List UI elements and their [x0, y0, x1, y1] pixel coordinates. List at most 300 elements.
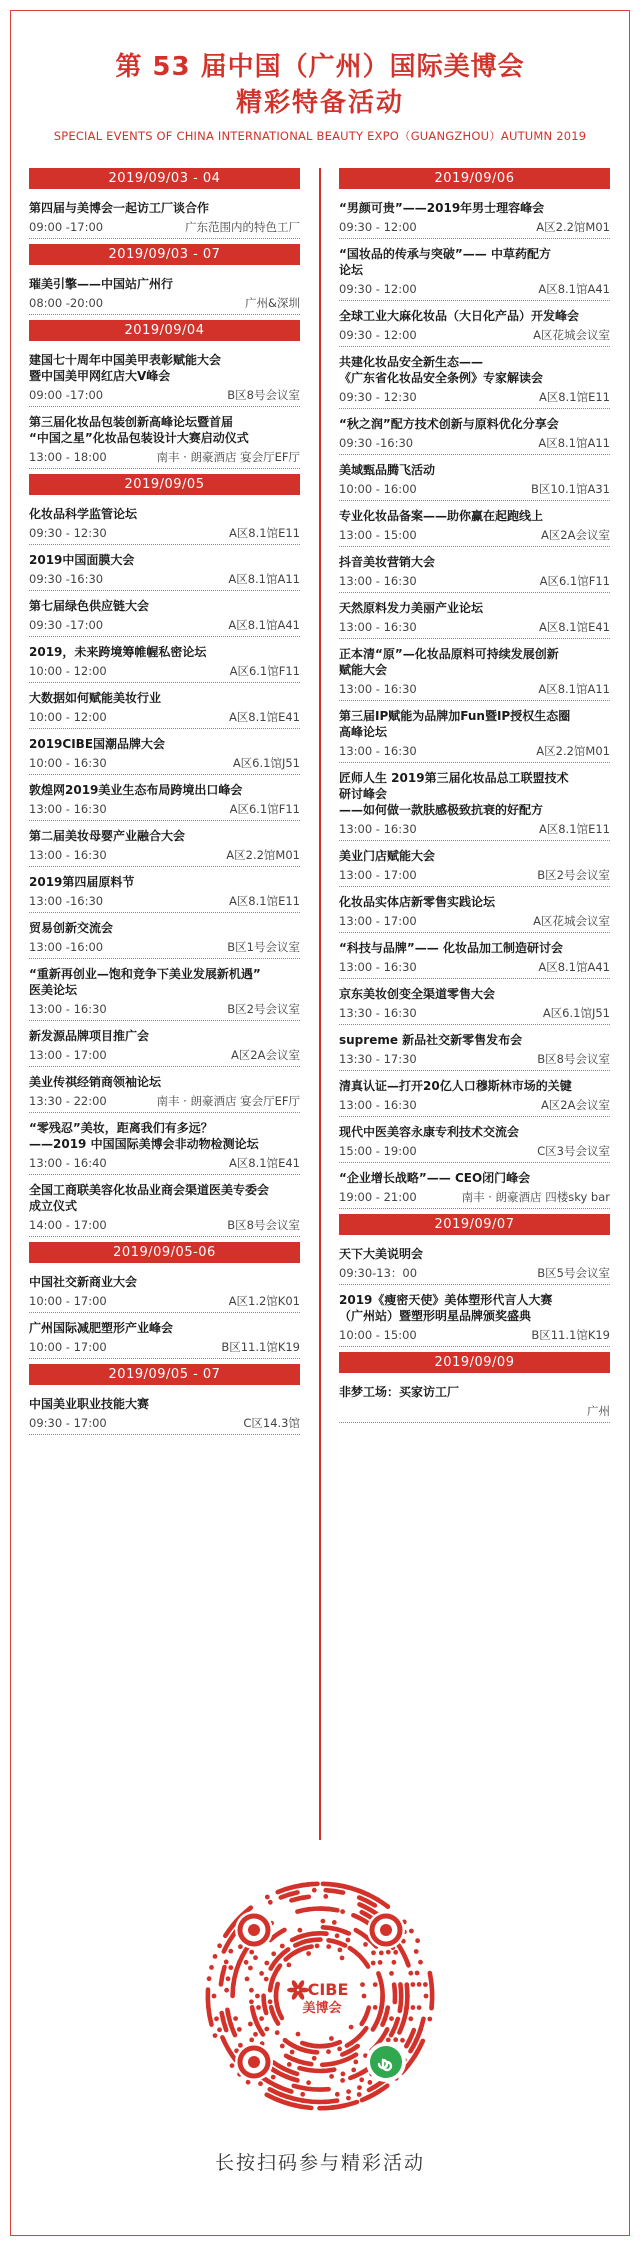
date-header: 2019/09/05-06	[29, 1242, 300, 1263]
event-name: 第三届IP赋能为品牌加Fun暨IP授权生态圈 高峰论坛	[339, 709, 571, 739]
event-time: 13:00 - 18:00	[29, 450, 107, 464]
event-meta	[29, 1339, 300, 1355]
event-time: 13:00 - 16:30	[339, 744, 417, 758]
event-item	[29, 499, 300, 545]
event-meta	[339, 867, 610, 883]
event-meta	[339, 1327, 610, 1343]
event-meta	[339, 681, 610, 697]
qr-dot	[213, 2033, 218, 2038]
event-meta	[29, 1293, 300, 1309]
event-venue: A区8.1馆E11	[538, 390, 610, 404]
qr-code[interactable]	[196, 1872, 444, 2120]
event-item	[29, 1021, 300, 1067]
event-name: 中国社交新商业大会	[29, 1275, 138, 1289]
event-venue: A区2A会议室	[540, 528, 610, 542]
qr-dot	[278, 2092, 283, 2097]
qr-dot	[393, 1950, 398, 1955]
qr-arc	[264, 1996, 267, 2013]
event-item	[339, 701, 610, 763]
right-column	[339, 168, 610, 1423]
event-venue: A区6.1馆J51	[542, 1006, 610, 1020]
event-name: “零残忍”美妆，距离我们有多远？ ——2019 中国国际美博会非动物检测论坛	[29, 1121, 259, 1151]
event-item	[29, 729, 300, 775]
qr-dot	[315, 1944, 320, 1949]
qr-dot	[221, 2038, 226, 2043]
qr-arc	[302, 2101, 337, 2102]
date-group	[339, 1214, 610, 1347]
event-venue: A区8.1馆E41	[228, 710, 300, 724]
qr-dot	[340, 1956, 345, 1961]
qr-dot	[335, 1933, 340, 1938]
qr-dot	[253, 2032, 258, 2037]
date-group	[29, 1242, 300, 1359]
event-item	[339, 1071, 610, 1117]
event-name: 全国工商联美容化妆品业商会渠道医美专委会 成立仪式	[29, 1183, 270, 1213]
event-item	[29, 775, 300, 821]
event-time: 09:30 - 12:30	[29, 526, 107, 540]
qr-dot	[280, 1944, 285, 1949]
qr-dot	[386, 2038, 391, 2043]
event-name: 贸易创新交流会	[29, 921, 114, 935]
event-meta	[339, 573, 610, 589]
event-item	[339, 193, 610, 239]
qr-dot	[221, 2017, 226, 2022]
event-time: 13:00 - 16:30	[339, 1098, 417, 1112]
qr-dot	[228, 1949, 233, 1954]
event-meta	[29, 1155, 300, 1171]
event-meta	[29, 617, 300, 633]
event-meta	[339, 281, 610, 297]
event-name: 新发源品牌项目推广会	[29, 1029, 150, 1043]
qr-dot	[418, 2027, 423, 2032]
event-name: 化妆品实体店新零售实践论坛	[339, 895, 496, 909]
event-venue: A区6.1馆F11	[539, 574, 610, 588]
qr-dot	[393, 2037, 398, 2042]
event-item	[339, 933, 610, 979]
event-item	[29, 913, 300, 959]
event-meta	[339, 219, 610, 235]
event-venue: A区8.1馆A11	[538, 436, 610, 450]
qr-dot	[230, 2063, 235, 2068]
qr-dot	[268, 1900, 273, 1905]
date-group	[29, 244, 300, 315]
qr-dot	[249, 1950, 254, 1955]
qr-dot	[245, 1977, 250, 1982]
qr-dot	[340, 1909, 345, 1914]
event-name: 全球工业大麻化妆品（大日化产品）开发峰会	[339, 309, 580, 323]
qr-eye-center	[380, 1924, 392, 1936]
qr-dot	[411, 2005, 416, 2010]
qr-arc	[362, 2008, 369, 2024]
qr-code-graphic	[196, 1872, 444, 2120]
qr-dot	[286, 2101, 291, 2106]
event-name: “秋之润”配方技术创新与原料优化分享会	[339, 417, 559, 431]
event-item	[29, 269, 300, 315]
event-venue: C区3号会议室	[537, 1144, 610, 1158]
event-time: 10:00 - 12:00	[29, 664, 107, 678]
qr-dot	[298, 1928, 303, 1933]
event-meta	[339, 1189, 610, 1205]
qr-dot	[414, 1949, 419, 1954]
event-time: 13:00 - 16:30	[339, 620, 417, 634]
event-name: 璀美引擎——中国站广州行	[29, 277, 174, 291]
event-item	[29, 959, 300, 1021]
qr-dot	[385, 1904, 390, 1909]
event-name: 2019CIBE国潮品牌大会	[29, 737, 166, 751]
qr-dot	[335, 2092, 340, 2097]
event-item	[339, 501, 610, 547]
event-venue: 广州	[587, 1404, 610, 1418]
date-group	[29, 1364, 300, 1435]
event-name: 天然原料发力美丽产业论坛	[339, 601, 484, 615]
qr-arc	[222, 2013, 227, 2030]
event-meta	[339, 913, 610, 929]
event-venue: B区10.1馆A31	[531, 482, 610, 496]
event-meta	[29, 847, 300, 863]
event-time: 09:30 -16:30	[29, 572, 104, 586]
qr-arc	[294, 2086, 329, 2090]
date-header: 2019/09/05 - 07	[29, 1364, 300, 1385]
event-time: 10:00 - 16:00	[339, 482, 417, 496]
event-time: 13:00 - 16:30	[29, 1002, 107, 1016]
qr-dot	[284, 2074, 289, 2079]
qr-arc	[322, 2055, 356, 2065]
event-name: 大数据如何赋能美妆行业	[29, 691, 162, 705]
qr-dot	[414, 2038, 419, 2043]
qr-dot	[417, 2005, 422, 2010]
event-venue: A区8.1馆A11	[228, 572, 300, 586]
page-subtitle-cn: 精彩特备活动	[235, 88, 404, 118]
qr-arc	[281, 1892, 298, 1897]
event-meta	[29, 449, 300, 465]
qr-dot	[360, 1982, 365, 1987]
event-venue: A区8.1馆A41	[538, 960, 610, 974]
qr-dot	[217, 2027, 222, 2032]
event-name: 建国七十周年中国美甲表彰赋能大会 暨中国美甲网红店大V峰会	[29, 353, 222, 383]
event-venue: B区8号会议室	[227, 1218, 300, 1232]
event-venue: A区2.2馆M01	[536, 220, 610, 234]
event-meta	[339, 1097, 610, 1113]
event-venue: B区11.1馆K19	[221, 1340, 300, 1354]
event-name: 专业化妆品备案——助你赢在起跑线上	[339, 509, 544, 523]
event-meta	[29, 709, 300, 725]
event-name: 2019中国面膜大会	[29, 553, 135, 567]
event-name: 现代中医美容永康专利技术交流会	[339, 1125, 520, 1139]
qr-dot	[228, 2022, 233, 2027]
qr-dot	[306, 1951, 311, 1956]
qr-dot	[280, 2044, 285, 2049]
event-meta	[29, 1217, 300, 1233]
qr-dot	[256, 2005, 261, 2010]
event-venue: C区14.3馆	[243, 1416, 300, 1430]
event-time: 19:00 - 21:00	[339, 1190, 417, 1204]
event-name: 中国美业职业技能大赛	[29, 1397, 150, 1411]
event-time: 13:00 - 15:00	[339, 528, 417, 542]
event-venue: A区6.1馆F11	[229, 664, 300, 678]
qr-dot	[329, 2036, 334, 2041]
qr-dot	[259, 2016, 264, 2021]
event-name: 化妆品科学监管论坛	[29, 507, 138, 521]
qr-dot	[408, 1971, 413, 1976]
qr-dot	[300, 2092, 305, 2097]
event-meta	[339, 527, 610, 543]
event-item	[339, 841, 610, 887]
event-venue: A区8.1馆A11	[538, 682, 610, 696]
event-meta	[339, 619, 610, 635]
qr-dot	[275, 2030, 280, 2035]
event-time: 10:00 - 17:00	[29, 1294, 107, 1308]
event-venue: A区8.1馆A41	[538, 282, 610, 296]
qr-dot	[405, 1960, 410, 1965]
qr-dot	[238, 1944, 243, 1949]
qr-dot	[303, 2042, 308, 2047]
date-header: 2019/09/07	[339, 1214, 610, 1235]
qr-dot	[392, 1960, 397, 1965]
qr-dot	[264, 1977, 269, 1982]
qr-dot	[338, 1948, 343, 1953]
qr-dot	[341, 2072, 346, 2077]
event-name: 2019，未来跨境筹帷幄私密论坛	[29, 645, 207, 659]
date-group	[339, 1352, 610, 1423]
event-item	[339, 347, 610, 409]
event-venue: 南丰 · 朗豪酒店 宴会厅EF厅	[156, 450, 300, 464]
event-time: 13:30 - 17:30	[339, 1052, 417, 1066]
event-venue: B区2号会议室	[537, 868, 610, 882]
qr-arc	[430, 1973, 432, 2008]
qr-dot	[255, 1994, 260, 1999]
event-meta	[339, 821, 610, 837]
qr-dot	[378, 1960, 383, 1965]
qr-dot	[371, 1950, 376, 1955]
qr-dot	[357, 2092, 362, 2097]
event-time: 09:30 - 12:00	[339, 328, 417, 342]
event-time: 09:30 - 17:00	[29, 1416, 107, 1430]
event-item	[339, 1025, 610, 1071]
qr-arc	[406, 1985, 407, 2011]
event-time: 13:00 - 16:40	[29, 1156, 107, 1170]
qr-eye-center	[248, 1924, 260, 1936]
event-name: 第七届绿色供应链大会	[29, 599, 150, 613]
qr-arc	[391, 2019, 398, 2035]
qr-dot	[264, 2027, 269, 2032]
event-time: 13:00 - 17:00	[29, 1048, 107, 1062]
qr-dot	[332, 2105, 337, 2110]
event-venue: B区1号会议室	[227, 940, 300, 954]
event-time: 09:00 -17:00	[29, 388, 104, 402]
event-meta	[29, 571, 300, 587]
qr-dot	[337, 2047, 342, 2052]
qr-arc	[400, 1984, 401, 2011]
qr-dot	[364, 1961, 369, 1966]
event-name: 第二届美妆母婴产业融合大会	[29, 829, 186, 843]
event-time: 13:00 -16:30	[29, 894, 104, 908]
qr-dot	[248, 1966, 253, 1971]
event-item	[29, 683, 300, 729]
event-meta	[339, 1143, 610, 1159]
event-time: 09:30 - 12:30	[339, 390, 417, 404]
qr-dot	[415, 1938, 420, 1943]
event-meta	[339, 1051, 610, 1067]
event-meta	[339, 743, 610, 759]
event-name: 非梦工场：买家访工厂	[339, 1385, 460, 1399]
event-time: 13:00 - 16:30	[29, 802, 107, 816]
event-name: “男颜可贵”——2019年男士理容峰会	[339, 201, 545, 215]
event-meta	[29, 755, 300, 771]
event-name: 2019《瘦密天使》美体塑形代言人大赛 （广州站）暨塑形明星品牌颁奖盛典	[339, 1293, 553, 1323]
qr-dot	[238, 2043, 243, 2048]
qr-dot	[258, 2081, 263, 2086]
event-time: 14:00 - 17:00	[29, 1218, 107, 1232]
event-item	[339, 547, 610, 593]
qr-dot	[209, 1965, 214, 1970]
qr-dot	[368, 2080, 373, 2085]
qr-dot	[323, 2099, 328, 2104]
left-column	[29, 168, 300, 1435]
event-name: 京东美妆创变全渠道零售大会	[339, 987, 496, 1001]
event-time: 13:00 - 16:30	[339, 822, 417, 836]
qr-arc	[362, 2092, 378, 2100]
event-time: 09:30 -17:00	[29, 618, 104, 632]
qr-dot	[373, 1982, 378, 1987]
event-name: 2019第四届原料节	[29, 875, 135, 889]
event-meta	[339, 959, 610, 975]
date-header: 2019/09/06	[339, 168, 610, 189]
page-subtitle-en: SPECIAL EVENTS OF CHINA INTERNATIONAL BEAUTY EXPO（GUANGZHOU）AUTUMN 2019	[53, 129, 587, 143]
footer-caption: 长按扫码参与精彩活动	[214, 2152, 425, 2174]
event-meta	[339, 435, 610, 451]
event-name: supreme 新品社交新零售发布会	[339, 1033, 523, 1047]
event-item	[339, 887, 610, 933]
qr-dot	[411, 1982, 416, 1987]
event-meta	[29, 1047, 300, 1063]
event-time: 10:00 - 16:30	[29, 756, 107, 770]
event-item	[339, 593, 610, 639]
qr-dot	[233, 2016, 238, 2021]
qr-eye-center	[248, 2056, 260, 2068]
qr-dot	[346, 1938, 351, 1943]
qr-dot	[346, 2089, 351, 2094]
qr-dot	[248, 2022, 253, 2027]
qr-dot	[321, 2069, 326, 2074]
qr-dot	[300, 1895, 305, 1900]
qr-dot	[351, 2068, 356, 2073]
qr-dot	[213, 1954, 218, 1959]
qr-arc	[221, 1967, 225, 1984]
event-venue: A区花城会议室	[533, 328, 610, 342]
event-meta	[29, 663, 300, 679]
event-item	[339, 639, 610, 701]
qr-dot	[386, 1950, 391, 1955]
qr-dot	[323, 1894, 328, 1899]
event-time: 10:00 - 15:00	[339, 1328, 417, 1342]
qr-dot	[249, 1988, 254, 1993]
event-time: 15:00 - 19:00	[339, 1144, 417, 1158]
event-item	[29, 637, 300, 683]
event-venue: B区11.1馆K19	[531, 1328, 610, 1342]
event-item	[339, 1377, 610, 1423]
event-time: 13:00 - 16:30	[339, 574, 417, 588]
event-meta	[339, 327, 610, 343]
event-item	[29, 1389, 300, 1435]
qr-dot	[226, 1976, 231, 1981]
event-time: 13:00 -16:00	[29, 940, 104, 954]
qr-dot	[323, 1931, 328, 1936]
qr-dot	[283, 2038, 288, 2043]
event-item	[339, 1163, 610, 1209]
qr-dot	[389, 1971, 394, 1976]
event-name: 共建化妆品安全新生态—— 《广东省化妆品安全条例》专家解读会	[339, 355, 544, 385]
event-item	[29, 345, 300, 407]
qr-dot	[375, 1897, 380, 1902]
qr-arc	[300, 1884, 318, 1886]
qr-arc	[320, 1909, 337, 1911]
event-name: 敦煌网2019美业生态布局跨境出口峰会	[29, 783, 243, 797]
event-name: 广州国际减肥塑形产业峰会	[29, 1321, 174, 1335]
event-venue: A区2.2馆M01	[226, 848, 300, 862]
event-venue: A区8.1馆E11	[228, 894, 300, 908]
qr-dot	[287, 2062, 292, 2067]
qr-dot	[326, 1944, 331, 1949]
event-venue: B区5号会议室	[537, 1266, 610, 1280]
date-group	[29, 168, 300, 239]
event-item	[339, 1285, 610, 1347]
event-meta	[339, 1005, 610, 1021]
qr-dot	[253, 1955, 258, 1960]
event-venue: B区2号会议室	[227, 1002, 300, 1016]
event-name: 匠师人生 2019第三届化妆品总工联盟技术 研讨峰会 ——如何做一款肤感极致抗衰的好配方	[339, 771, 569, 817]
event-venue: A区8.1馆A41	[228, 618, 300, 632]
qr-dot	[363, 1942, 368, 1947]
qr-dot	[275, 2098, 280, 2103]
event-name: 第四届与美博会一起访工厂谈合作	[29, 201, 210, 215]
event-item	[339, 409, 610, 455]
qr-dot	[226, 2011, 231, 2016]
event-venue: A区8.1馆E41	[228, 1156, 300, 1170]
qr-dot	[371, 1961, 376, 1966]
qr-dot	[303, 1946, 308, 1951]
event-name: “国妆品的传承与突破”—— 中草药配方 论坛	[339, 247, 551, 277]
qr-dot	[332, 1920, 337, 1925]
event-venue: A区8.1馆E41	[538, 620, 610, 634]
qr-dot	[427, 2017, 432, 2022]
event-name: “重新再创业—饱和竞争下美业发展新机遇” 医美论坛	[29, 967, 261, 997]
date-group	[29, 320, 300, 469]
event-time: 09:30 - 12:00	[339, 282, 417, 296]
event-name: 抖音美妆营销大会	[339, 555, 436, 569]
date-header: 2019/09/05	[29, 474, 300, 495]
event-meta	[339, 389, 610, 405]
qr-dot	[270, 1976, 275, 1981]
qr-dot	[259, 1971, 264, 1976]
qr-dot	[365, 2095, 370, 2100]
qr-dot	[264, 1961, 269, 1966]
qr-dot	[417, 1982, 422, 1987]
qr-dot	[268, 1999, 273, 2004]
event-venue: A区2A会议室	[540, 1098, 610, 1112]
event-meta	[29, 295, 300, 311]
qr-dot	[400, 2038, 405, 2043]
event-venue: B区8号会议室	[227, 388, 300, 402]
event-meta	[29, 801, 300, 817]
event-meta	[339, 481, 610, 497]
qr-arc	[300, 2068, 335, 2071]
event-name: “企业增长战略”—— CEO闭门峰会	[339, 1171, 531, 1185]
date-header: 2019/09/03 - 04	[29, 168, 300, 189]
event-meta	[339, 1265, 610, 1281]
event-item	[29, 591, 300, 637]
event-item	[339, 239, 610, 301]
qr-arc	[252, 2007, 257, 2024]
